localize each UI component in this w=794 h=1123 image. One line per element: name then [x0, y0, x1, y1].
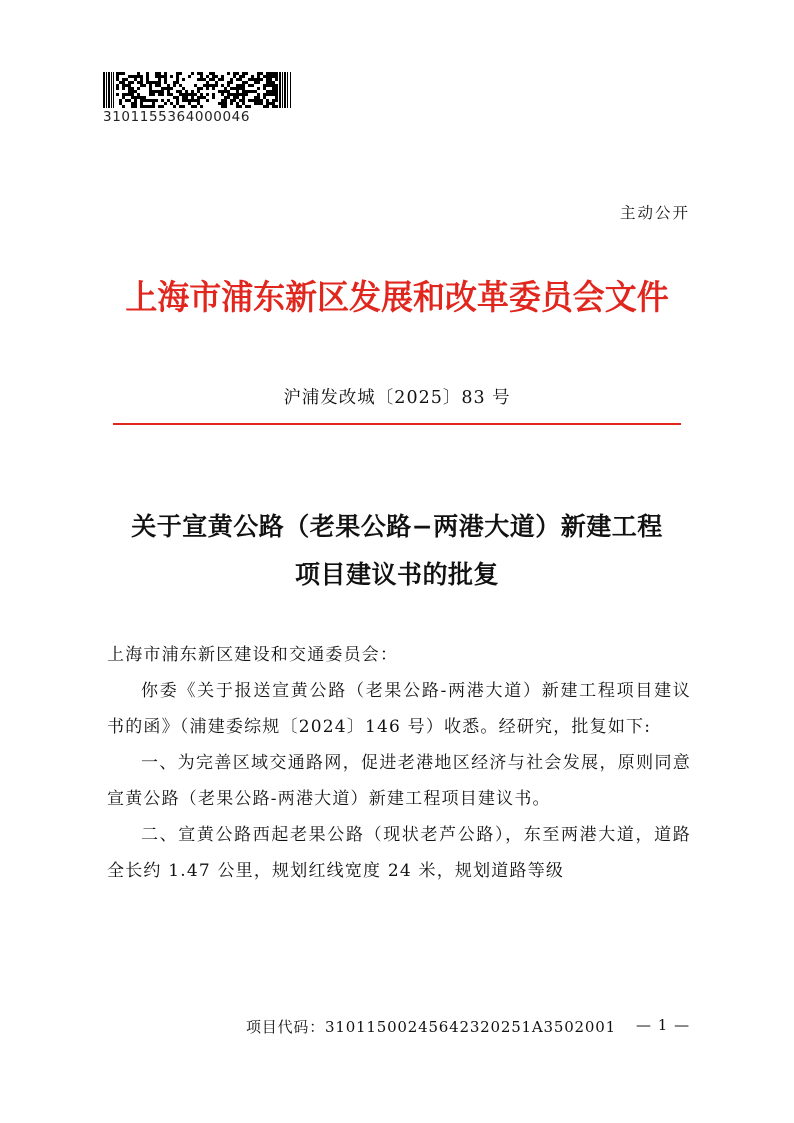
- red-divider-line: [113, 423, 681, 425]
- document-title: [90, 503, 704, 599]
- document-number: 沪浦发改城〔2025〕83 号: [283, 388, 511, 408]
- issuer-heading: 上海市浦东新区发展和改革委员会文件: [125, 278, 669, 318]
- title-line-1: 关于宣黄公路（老果公路−两港大道）新建工程: [131, 512, 663, 541]
- barcode-number: 3101155364000046: [103, 109, 251, 125]
- barcode-image: [103, 72, 293, 108]
- project-code: [246, 1016, 616, 1037]
- paragraph-2: 一、为完善区域交通路网，促进老港地区经济与社会发展，原则同意宣黄公路（老果公路-两港大道）新建工程项目建议书。: [107, 753, 691, 809]
- disclosure-label: 主动公开: [619, 204, 690, 222]
- paragraph-1: 你委《关于报送宣黄公路（老果公路-两港大道）新建工程项目建议书的函》（浦建委综规〔2024〕146 号）收悉。经研究，批复如下:: [107, 681, 691, 737]
- barcode-block: [103, 72, 295, 125]
- body-text: [107, 637, 691, 889]
- project-code-label: 项目代码：: [246, 1018, 326, 1036]
- title-line-2: 项目建议书的批复: [294, 560, 499, 589]
- addressee: 上海市浦东新区建设和交通委员会：: [107, 645, 399, 665]
- page-number: — 1 —: [636, 1016, 691, 1034]
- paragraph-3: 二、宣黄公路西起老果公路（现状老芦公路），东至两港大道，道路全长约 1.47 公里，规划红线宽度 24 米，规划道路等级: [107, 825, 691, 881]
- project-code-value: 31011500245642320251A3502001: [325, 1018, 616, 1036]
